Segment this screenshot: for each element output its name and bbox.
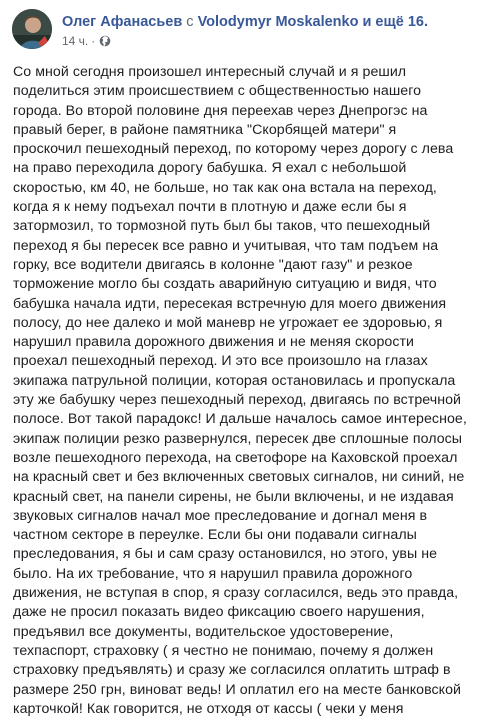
- post-text-line: поделиться этим происшествием с общественностью нашего: [13, 83, 422, 100]
- post-text-line: переход я бы пересек все равно и учитывая, что там подъем на: [13, 237, 439, 254]
- with-label: с: [186, 14, 194, 30]
- post-text-line: на красный свет и без включенных световых сигналов, ни синий, не: [13, 469, 465, 486]
- post-text-line: нарушил правила дорожного движения и не меняя скорости: [13, 334, 414, 351]
- post-timestamp[interactable]: 14 ч.: [62, 34, 89, 48]
- post-text-line: даже не просил показать видео фиксацию своего нарушения,: [13, 604, 425, 621]
- post-text-line: торможение могло бы создать аварийную ситуацию и видя, что: [13, 276, 437, 293]
- post-text-line: когда я к нему подъехал почти в плотную и даже если бы я: [13, 199, 407, 216]
- post-text-line: предъявил все документы, водительское удостоверение,: [13, 623, 394, 640]
- post-text-line: правый берег, в районе памятника "Скорбящей матери" я: [13, 121, 397, 138]
- post-text-line: техпаспорт, страховку ( я честно не понимаю, почему я должен: [13, 642, 434, 659]
- post-text-line: преследования, я бы и сам сразу остановился, но этого, увы не: [13, 546, 438, 563]
- post-text-line: Со мной сегодня произошел интересный случай и я решил: [13, 64, 407, 80]
- post-text-line: звуковых сигналов начал мое преследование и догнал меня в: [13, 507, 428, 524]
- post-text-line: экипаж полиции резко развернулся, пересек две сплошные полосы: [13, 430, 463, 447]
- post-text-line: проскочил пешеходный переход, по которому через дорогу с лева: [13, 141, 454, 158]
- post-text-line: движения, не вступая в спор, я сразу согласился, ведь это правда,: [13, 585, 459, 602]
- post-text-line: возле пешеходного перехода, на светофоре на Каховской проехал: [13, 449, 458, 466]
- post-text-line: карточкой! Как говорится, не отходя от кассы ( чеки у меня: [13, 700, 404, 717]
- meta-separator: ·: [91, 34, 96, 48]
- tagged-user-link[interactable]: Volodymyr Moskalenko: [197, 14, 359, 30]
- post-text-line: размере 250 грн, виноват ведь! И оплатил его на месте банковской: [13, 681, 461, 698]
- globe-icon[interactable]: [99, 35, 111, 47]
- post-text-line: бабушка начала идти, пересекая встречную для моего движения: [13, 295, 447, 312]
- post-text-line: полосу, до нее далеко и мой маневр не угрожает ее здоровью, я: [13, 314, 443, 331]
- post-text-line: красный свет, на панели сирены, не были включены, и не издавая: [13, 488, 454, 505]
- others-link[interactable]: и ещё 16.: [362, 14, 428, 30]
- post-text-line: эту же бабушку через пешеходный переход, двигаясь по встречной: [13, 392, 462, 409]
- post-text-line: проехал пешеходный переход. И это все произошло на глазах: [13, 353, 428, 370]
- post-text-line: города. Во второй половине дня переехав через Днепрогэс на: [13, 102, 428, 119]
- post-text-line: страховку предъявлять) и сразу же согласился оплатить штраф в: [13, 662, 451, 679]
- post-body-text: [13, 63, 483, 719]
- post-text-line: скоростью, км 40, не больше, но так как она встала на переход,: [13, 179, 437, 196]
- post-header: [0, 0, 489, 60]
- author-avatar[interactable]: [12, 9, 52, 49]
- author-line: [62, 13, 482, 31]
- post-text-line: на право переходила дорогу бабушка. Я ехал с небольшой: [13, 160, 407, 177]
- post-text-line: затормозил, то тормозной путь был бы таков, что пешеходный: [13, 218, 431, 235]
- post-text-line: горку, все водители двигаясь в колонне "дают газу" и резкое: [13, 256, 413, 273]
- post-meta: [62, 33, 111, 49]
- post-text-line: полосе. Вот такой парадокс! И дальше началось самое интересное,: [13, 411, 467, 428]
- author-name-link[interactable]: Олег Афанасьев: [62, 14, 183, 30]
- post-text-line: было. На их требование, что я нарушил правила дорожного: [13, 565, 413, 582]
- post-text-line: экипажа патрульной полиции, которая остановилась и пропускала: [13, 372, 456, 389]
- post-text-line: частном секторе в переулке. Если бы они подавали сигналы: [13, 527, 417, 544]
